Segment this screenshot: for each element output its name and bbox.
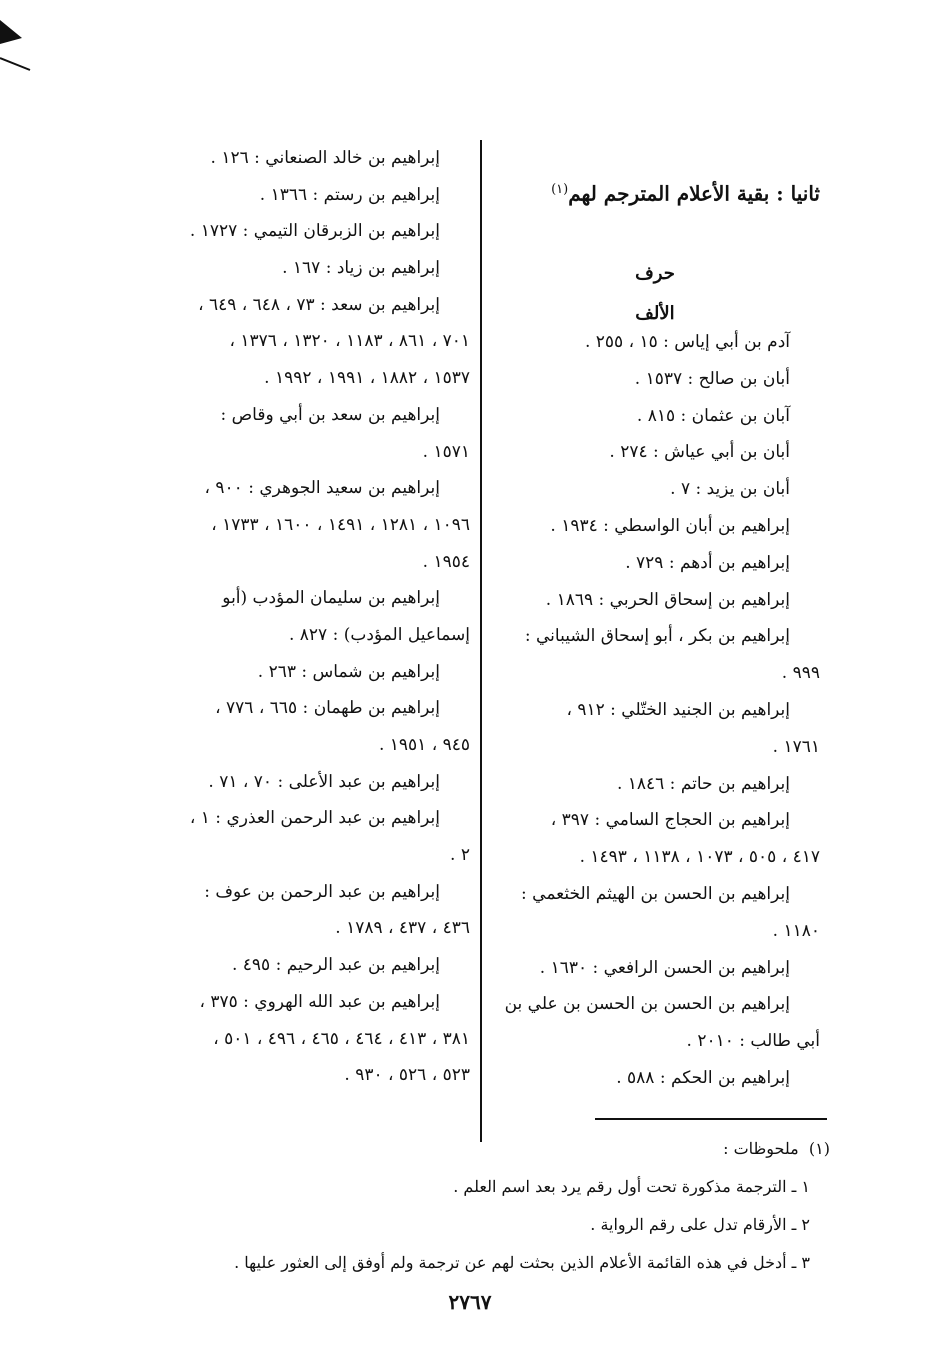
index-entry [130, 764, 470, 801]
index-entry [130, 250, 470, 287]
index-entry-line: إبراهيم بن عبد الرحمن بن عوف : [204, 881, 440, 902]
index-entry-line: إبراهيم بن الحسن بن الهيثم الخثعمي : [521, 883, 790, 904]
footnote-reference: (١) [551, 182, 569, 197]
index-entry-line: آبان بن عثمان : ٨١٥ . [636, 405, 790, 426]
index-entry-line: أبان بن يزيد : ٧ . [670, 479, 790, 500]
right-column [490, 140, 820, 1097]
index-entry-line: ٤٣٦ ، ٤٣٧ ، ١٧٨٩ . [335, 918, 470, 939]
index-entry [130, 800, 470, 873]
index-entry [490, 618, 820, 692]
index-entry [130, 140, 470, 177]
index-entry-line: ٥٢٣ ، ٥٢٦ ، ٩٣٠ . [344, 1065, 470, 1086]
index-entry-line: آدم بن أبي إياس : ١٥ ، ٢٥٥ . [584, 332, 790, 352]
index-entry [130, 470, 470, 580]
index-entry-line: إبراهيم بن الزبرقان التيمي : ١٧٢٧ . [189, 221, 440, 242]
index-entry-line: ١١٨٠ . [772, 920, 820, 941]
index-entry-line: إبراهيم بن الحكم : ٥٨٨ . [616, 1067, 790, 1088]
index-entry-line: إبراهيم بن الحسن الرافعي : ١٦٣٠ . [539, 957, 790, 978]
footnote-marker: (١) [808, 1139, 830, 1158]
index-entry-line: إبراهيم بن خالد الصنعاني : ١٢٦ . [210, 148, 440, 168]
index-entry-line: ٧٠١ ، ٨٦١ ، ١١٨٣ ، ١٣٢٠ ، ١٣٧٦ ، [229, 331, 470, 352]
index-entry-line: إبراهيم بن أدهم : ٧٢٩ . [625, 552, 790, 573]
index-entry-line: ١٥٣٧ ، ١٨٨٢ ، ١٩٩١ ، ١٩٩٢ . [264, 368, 470, 389]
index-entry-line: إبراهيم بن رستم : ١٣٦٦ . [259, 184, 440, 205]
index-entry-line: إبراهيم بن عبد الأعلى : ٧٠ ، ٧١ . [208, 771, 440, 792]
index-entry [490, 876, 820, 950]
index-entry [490, 508, 820, 545]
index-entry [490, 1060, 820, 1097]
index-entry [130, 287, 470, 397]
index-entry-line: إبراهيم بن سعد بن أبي وقاص : [220, 404, 440, 425]
index-entry [130, 397, 470, 470]
index-entry-line: ٩٤٥ ، ١٩٥١ . [378, 735, 470, 755]
index-entry-line: إبراهيم بن عبد الرحيم : ٤٩٥ . [231, 955, 440, 976]
index-entry [130, 177, 470, 214]
footnote-title: ملحوظات : [723, 1139, 799, 1158]
index-entry-line: إبراهيم بن بكر ، أبو إسحاق الشيباني : [524, 626, 790, 647]
index-entry [490, 398, 820, 435]
index-entry [490, 950, 820, 987]
index-entry [490, 692, 820, 766]
index-entry [130, 690, 470, 763]
letter-heading: حرف الألف [635, 263, 675, 324]
index-entry-line: إبراهيم بن الجنيد الختّلي : ٩١٢ ، [566, 699, 790, 720]
index-entry-line: إبراهيم بن عبد الله الهروي : ٣٧٥ ، [199, 991, 440, 1012]
index-entry [490, 471, 820, 508]
index-entry [130, 654, 470, 691]
index-entry [130, 874, 470, 947]
section-heading-text: ثانيا : بقية الأعلام المترجم لهم [568, 181, 820, 206]
index-entry [490, 361, 820, 398]
page-number: ٢٧٦٧ [448, 1290, 492, 1314]
index-entry-line: إبراهيم بن الحسن بن الحسن بن علي بن [504, 994, 790, 1015]
index-entry [130, 984, 470, 1094]
footnote-header [120, 1130, 830, 1168]
footnote-rule [595, 1118, 827, 1120]
column-divider [480, 140, 482, 1142]
index-entry [490, 545, 820, 582]
index-entry-line: ٩٩٩ . [781, 663, 820, 684]
index-entry-line: إسماعيل المؤدب) : ٨٢٧ . [288, 624, 470, 645]
index-entry [130, 580, 470, 653]
index-entry [490, 324, 820, 361]
left-column [130, 140, 470, 1094]
index-entry-line: أبي طالب : ٢٠١٠ . [686, 1031, 820, 1052]
index-entry-line: ١٠٩٦ ، ١٢٨١ ، ١٤٩١ ، ١٦٠٠ ، ١٧٣٣ ، [211, 514, 470, 535]
section-heading [490, 168, 820, 212]
index-entry [130, 947, 470, 984]
left-entry-list [130, 140, 470, 1094]
index-entry-line: إبراهيم بن أبان الواسطي : ١٩٣٤ . [550, 515, 790, 536]
index-entry-line: إبراهيم بن حاتم : ١٨٤٦ . [616, 773, 790, 794]
right-entry-list [490, 324, 820, 1097]
index-entry-line: ١٩٥٤ . [422, 551, 470, 572]
footnote-item: ٢ ـ الأرقام تدل على رقم الرواية . [590, 1215, 810, 1234]
index-entry [490, 434, 820, 471]
index-entry [490, 986, 820, 1060]
index-entry-line: ٣٨١ ، ٤١٣ ، ٤٦٤ ، ٤٦٥ ، ٤٩٦ ، ٥٠١ ، [213, 1028, 470, 1049]
corner-crop-mark [0, 18, 34, 74]
index-entry-line: ٤١٧ ، ٥٠٥ ، ١٠٧٣ ، ١١٣٨ ، ١٤٩٣ . [579, 847, 820, 868]
index-entry-line: إبراهيم بن إسحاق الحربي : ١٨٦٩ . [545, 589, 790, 610]
index-entry-line: إبراهيم بن سعيد الجوهري : ٩٠٠ ، [204, 478, 440, 499]
index-entry-line: ٢ . [450, 845, 470, 866]
index-entry-line: إبراهيم بن سليمان المؤدب (أبو [222, 588, 440, 609]
index-entry-line: إبراهيم بن طهمان : ٦٦٥ ، ٧٧٦ ، [215, 698, 440, 719]
index-entry-line: إبراهيم بن زياد : ١٦٧ . [282, 258, 440, 279]
footnotes [120, 1130, 830, 1282]
index-entry [130, 213, 470, 250]
index-entry-line: إبراهيم بن شماس : ٢٦٣ . [257, 661, 440, 682]
footnote-item: ٣ ـ أدخل في هذه القائمة الأعلام الذين بحثت لهم عن ترجمة ولم أوفق إلى العثور عليها . [234, 1253, 810, 1272]
footnote-item: ١ ـ الترجمة مذكورة تحت أول رقم يرد بعد اسم العلم . [453, 1177, 810, 1196]
index-entry-line: إبراهيم بن الحجاج السامي : ٣٩٧ ، [550, 810, 790, 831]
index-entry-line: إبراهيم بن سعد : ٧٣ ، ٦٤٨ ، ٦٤٩ ، [198, 294, 440, 315]
index-entry-line: ١٧٦١ . [772, 736, 820, 757]
index-entry [490, 766, 820, 803]
index-entry [490, 582, 820, 619]
index-entry-line: أبان بن أبي عياش : ٢٧٤ . [609, 442, 790, 463]
index-entry-line: إبراهيم بن عبد الرحمن العذري : ١ ، [189, 808, 440, 829]
index-entry [490, 802, 820, 876]
index-entry-line: أبان بن صالح : ١٥٣٧ . [634, 368, 790, 389]
index-entry-line: ١٥٧١ . [422, 441, 470, 462]
